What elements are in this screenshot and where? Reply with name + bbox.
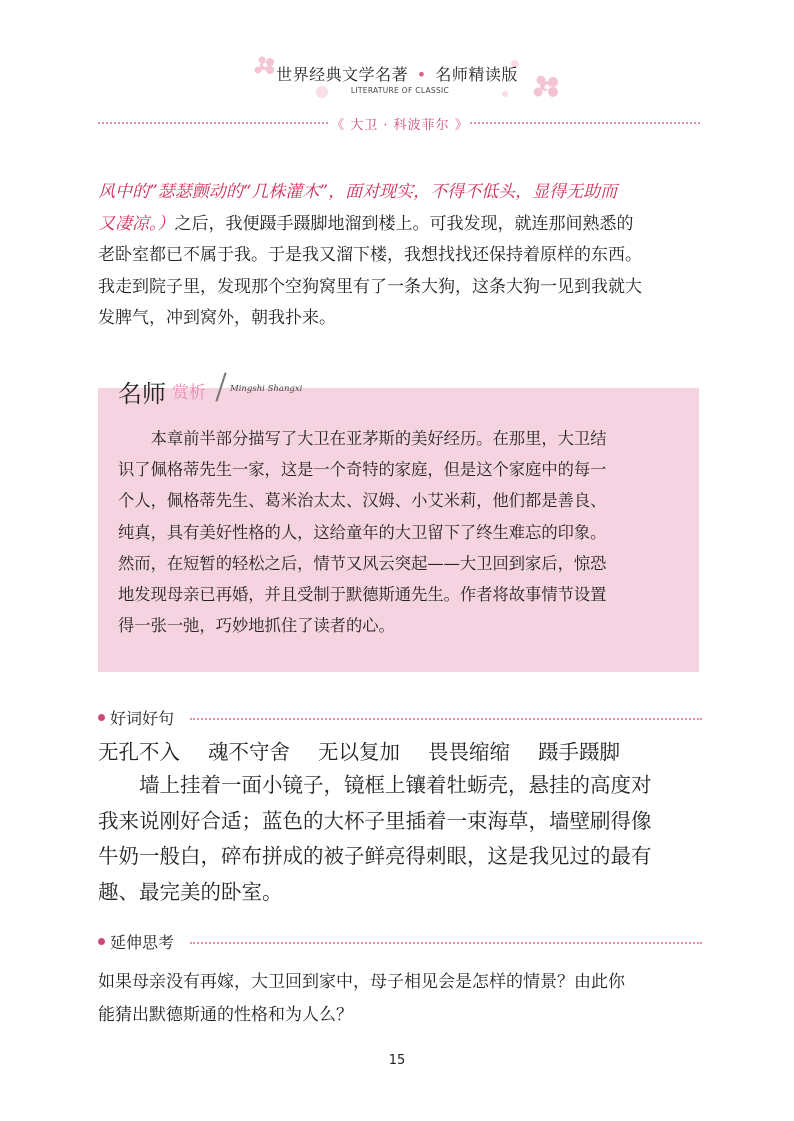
extension-heading: [98, 930, 702, 954]
analysis-line: 地发现母亲已再婚，并且受制于默德斯通先生。作者将故事情节设置: [118, 585, 607, 605]
section-label: 延伸思考: [110, 933, 175, 952]
analysis-line: 纯真，具有美好性格的人，这给童年的大卫留下了终生难忘的印象。: [118, 522, 607, 542]
analysis-tag-sub: 赏析: [172, 383, 206, 403]
paragraph-line: 风中的”瑟瑟颤动的“几株灌木”，面对现实，不得不低头，显得无助而: [98, 182, 618, 202]
sentence-line: 我来说刚好合适；蓝色的大杯子里插着一束海草，墙壁刷得像: [98, 808, 652, 833]
word-item: 蹑手蹑脚: [538, 740, 620, 764]
analysis-tag-main: 名师: [118, 380, 166, 408]
bullet-icon: [98, 714, 105, 721]
extension-text: [98, 966, 703, 1032]
dotted-divider: [190, 942, 702, 944]
sentence-line: 墙上挂着一面小镜子，镜框上镶着牡蛎壳，悬挂的高度对: [139, 773, 652, 797]
analysis-tag: [112, 372, 332, 406]
analysis-line: 识了佩格蒂先生一家，这是一个奇特的家庭，但是这个家庭中的每一: [118, 460, 607, 480]
analysis-text: [118, 423, 688, 641]
analysis-tag-english: Mingshi Shangxi: [230, 384, 303, 394]
paragraph-line: 老卧室都已不属于我。于是我又溜下楼，我想找找还保持着原样的东西。: [98, 245, 642, 265]
word-item: 魂不守舍: [208, 740, 290, 764]
paragraph-line-annotation: 又凄凉。）: [98, 213, 175, 234]
sentence-line: 牛奶一般白，碎布拼成的被子鲜亮得刺眼，这是我见过的最有: [98, 844, 652, 868]
section-label: 好词好句: [110, 709, 175, 728]
good-words-list: [98, 737, 648, 767]
chapter-label: 《 大卫 · 科波菲尔 》: [330, 114, 470, 133]
analysis-line: 本章前半部分描写了大卫在亚茅斯的美好经历。在那里，大卫结: [150, 429, 607, 448]
word-item: 畏畏缩缩: [428, 740, 510, 764]
series-title: [0, 62, 794, 85]
paragraph-line: 发脾气，冲到窝外，朝我扑来。: [98, 308, 336, 328]
series-title-a: 世界经典文学名著: [276, 65, 409, 84]
analysis-line: 得一张一弛，巧妙地抓住了读者的心。: [118, 616, 395, 636]
analysis-tag-slash: [215, 372, 226, 401]
paragraph-line: 我走到院子里，发现那个空狗窝里有了一条大狗，这条大狗一见到我就大: [98, 276, 642, 297]
paragraph-line: 之后，我便蹑手蹑脚地溜到楼上。可我发现，就连那间熟悉的: [174, 213, 634, 234]
series-dot: •: [416, 65, 427, 84]
bullet-icon: [98, 938, 105, 945]
page-number: 15: [388, 1053, 406, 1068]
sentence-line: 趣、最完美的卧室。: [98, 879, 283, 904]
good-words-heading: [98, 706, 702, 730]
analysis-line: 然而，在短暂的轻松之后，情节又风云突起——大卫回到家后，惊恐: [118, 553, 607, 573]
extension-line: 如果母亲没有再嫁，大卫回到家中，母子相见会是怎样的情景？由此你: [98, 972, 625, 992]
word-item: 无以复加: [318, 740, 400, 764]
analysis-line: 个人，佩格蒂先生、葛米治太太、汉姆、小艾米莉，他们都是善良、: [118, 491, 607, 511]
series-subtitle: LITERATURE OF CLASSIC: [350, 86, 450, 95]
series-title-b: 名师精读版: [435, 65, 518, 84]
extension-line: 能猜出默德斯通的性格和为人么？: [98, 1005, 353, 1025]
good-sentence: [98, 768, 703, 910]
body-paragraph: [98, 177, 703, 335]
dotted-divider: [190, 718, 702, 720]
word-item: 无孔不入: [98, 740, 180, 764]
